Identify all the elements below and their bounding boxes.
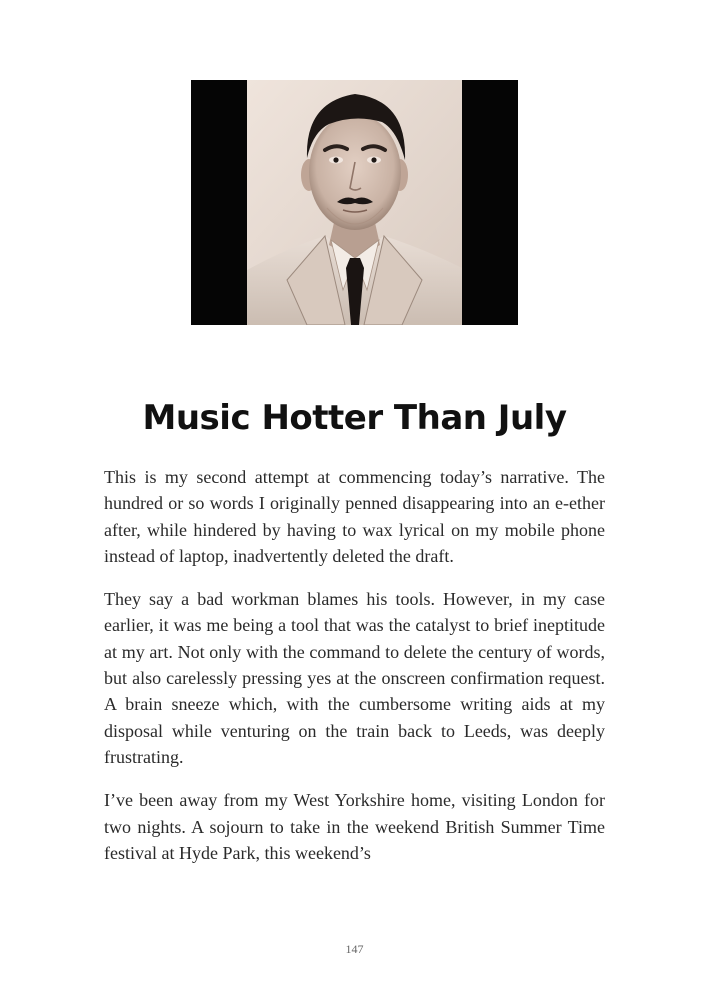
page-number: 147 <box>345 942 364 956</box>
paragraph: They say a bad workman blames his tools. However, in my case earlier, it was me being a tool that was the catalyst to brief ineptitude at my art. Not only with the command to delete the century of words, but also carelessly pressing yes at the onscreen confirmation request. A brain sneeze which, with the cumbersome writing aids at my disposal while venturing on the train back to Leeds, was deeply frustrating. <box>104 589 605 767</box>
photo-frame <box>191 80 518 325</box>
portrait-photo <box>247 80 462 325</box>
paragraph: This is my second attempt at commencing today’s narrative. The hundred or so words I originally penned disappearing into an e-ether after, while hindered by having to wax lyrical on my mobile phone instead of laptop, inadvertently deleted the draft. <box>104 467 605 566</box>
chapter-title: Music Hotter Than July <box>142 398 567 438</box>
chapter-body <box>104 464 605 883</box>
paragraph: I’ve been away from my West Yorkshire home, visiting London for two nights. A sojourn to take in the weekend British Summer Time festival at Hyde Park, this weekend’s <box>104 790 605 863</box>
